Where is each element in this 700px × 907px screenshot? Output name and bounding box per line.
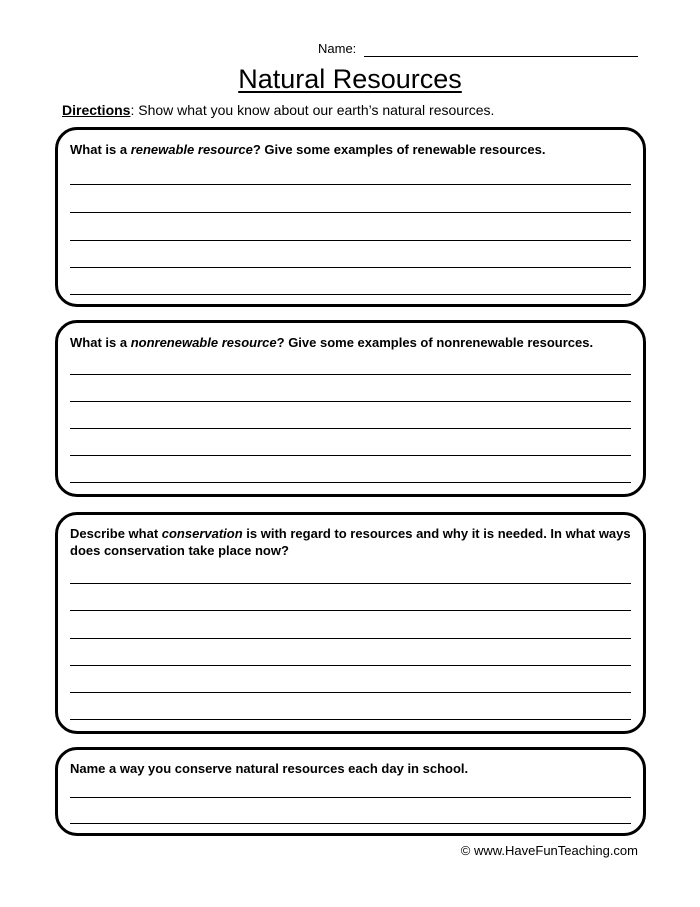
answer-line[interactable] (70, 692, 631, 693)
question-box-nonrenewable (55, 320, 646, 497)
answer-line[interactable] (70, 638, 631, 639)
answer-line[interactable] (70, 294, 631, 295)
question-renewable: What is a renewable resource? Give some examples of renewable resources. (70, 142, 546, 157)
answer-line[interactable] (70, 719, 631, 720)
question-conservation: Describe what conservation is with regard to resources and why it is needed. In what ways does conservation take place now? (70, 526, 631, 558)
answer-line[interactable] (70, 610, 631, 611)
answer-line[interactable] (70, 428, 631, 429)
question-school: Name a way you conserve natural resources each day in school. (70, 761, 469, 776)
answer-line[interactable] (70, 797, 631, 798)
name-field (318, 41, 356, 56)
answer-line[interactable] (70, 482, 631, 483)
answer-line[interactable] (70, 184, 631, 185)
answer-line[interactable] (70, 823, 631, 824)
answer-line[interactable] (70, 374, 631, 375)
answer-line[interactable] (70, 267, 631, 268)
answer-line[interactable] (70, 455, 631, 456)
directions-text: : Show what you know about our earth’s natural resources. (130, 102, 495, 118)
directions-label: Directions (62, 102, 131, 118)
name-write-line[interactable] (364, 56, 638, 57)
answer-line[interactable] (70, 240, 631, 241)
answer-line[interactable] (70, 665, 631, 666)
question-box-renewable (55, 127, 646, 307)
answer-line[interactable] (70, 583, 631, 584)
question-box-school (55, 747, 646, 836)
directions (62, 102, 494, 118)
answer-line[interactable] (70, 401, 631, 402)
question-box-conservation (55, 512, 646, 734)
name-label: Name: (318, 41, 357, 56)
question-nonrenewable: What is a nonrenewable resource? Give some examples of nonrenewable resources. (70, 335, 594, 350)
copyright: © www.HaveFunTeaching.com (460, 843, 638, 858)
page-title: Natural Resources (238, 64, 462, 94)
answer-line[interactable] (70, 212, 631, 213)
